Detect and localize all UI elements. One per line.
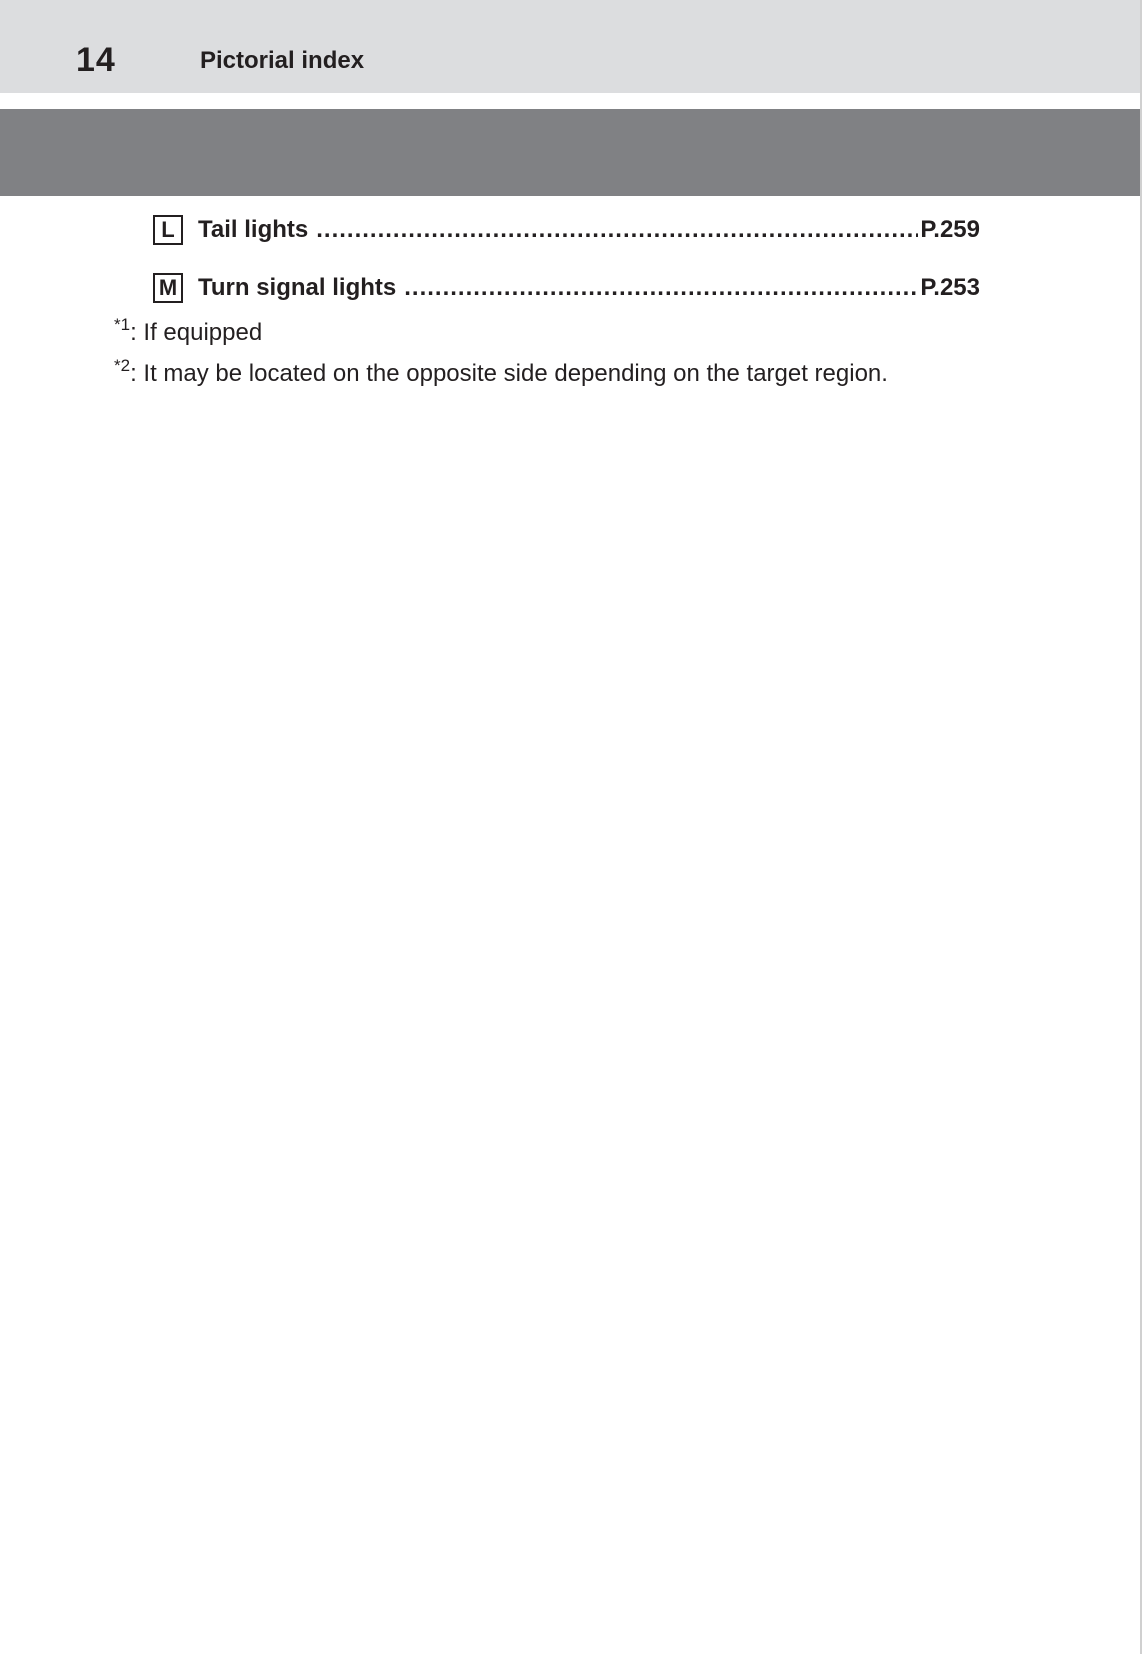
page-reference-link[interactable]: P.253 xyxy=(920,274,980,301)
entry-label: Turn signal lights xyxy=(198,274,397,301)
entry-marker: M xyxy=(153,273,183,303)
page-reference-link[interactable]: P.259 xyxy=(920,216,980,243)
footnote-text: : It may be located on the opposite side depending on the target region. xyxy=(130,360,888,387)
header-separator xyxy=(0,93,1142,109)
footnote-mark: *2 xyxy=(114,356,131,375)
header-band xyxy=(0,0,1142,93)
page-number: 14 xyxy=(76,41,116,79)
section-banner xyxy=(0,109,1142,196)
section-title: Pictorial index xyxy=(200,47,365,74)
index-entry-tail-lights[interactable] xyxy=(153,213,980,247)
footnote-mark: *1 xyxy=(114,315,131,334)
entry-marker: L xyxy=(153,215,183,245)
footnote-2 xyxy=(114,356,888,387)
footnote-1 xyxy=(114,315,263,346)
leader-dots xyxy=(404,276,918,300)
index-entry-turn-signal-lights[interactable] xyxy=(153,271,980,305)
entry-label: Tail lights xyxy=(198,216,309,243)
footnote-text: : If equipped xyxy=(130,319,263,346)
leader-dots xyxy=(316,218,918,242)
